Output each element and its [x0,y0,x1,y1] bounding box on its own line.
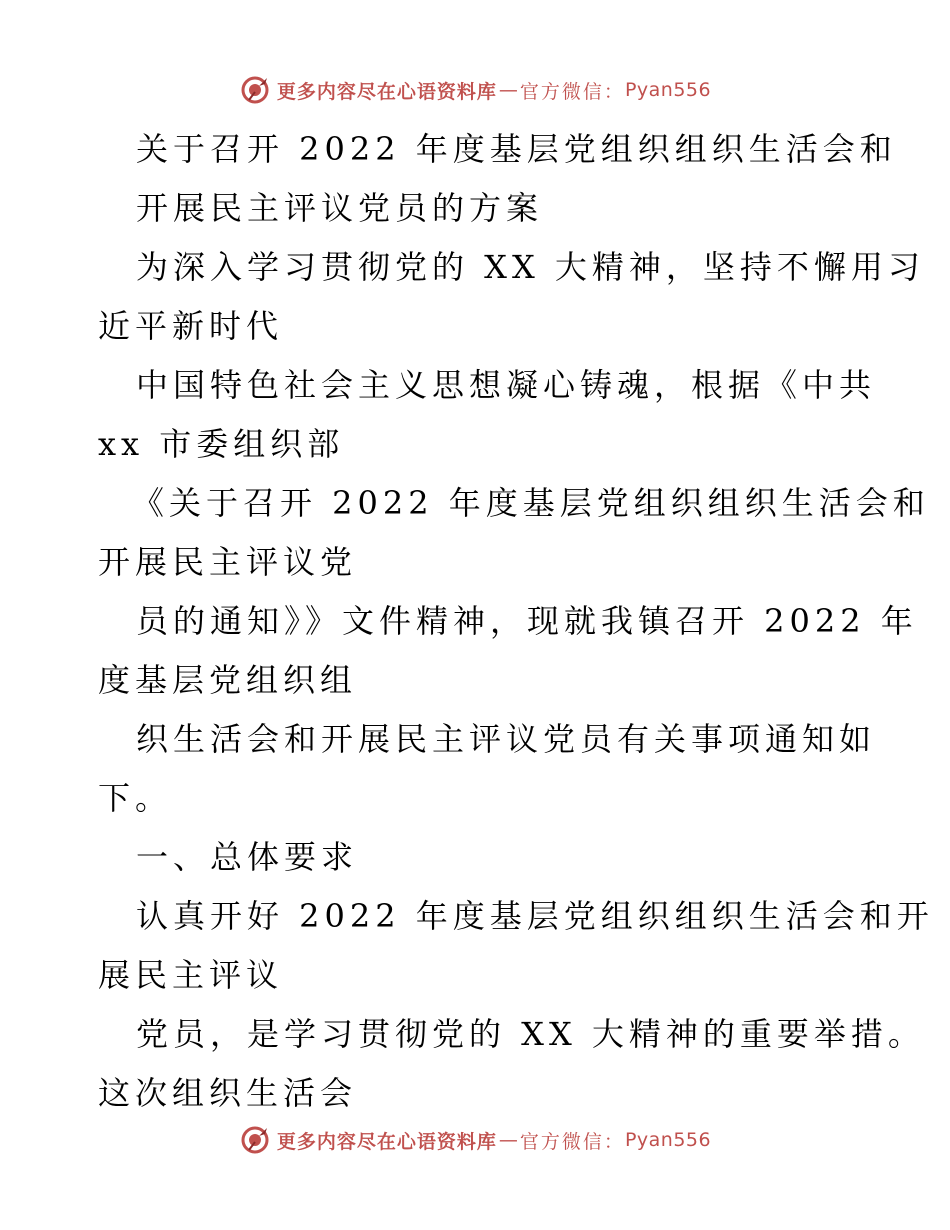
paragraph-line: 展民主评议 [98,956,284,994]
title-line-2: 开展民主评议党员的方案 [136,189,544,227]
paragraph-line: 《关于召开 2022 年度基层党组织组织生活会和 [132,484,930,522]
title-line-1: 关于召开 2022 年度基层党组织组织生活会和 [136,130,897,168]
section-heading: 一、总体要求 [136,838,359,876]
paragraph-line: 中国特色社会主义思想凝心铸魂，根据《中共 [136,366,877,404]
footer-brand-text: 更多内容尽在心语资料库 [276,1130,497,1153]
header-wechat-account: Pyan556 [624,79,712,101]
footer-wechat-account: Pyan556 [624,1129,712,1151]
paragraph-line: 党员，是学习贯彻党的 XX 大精神的重要举措。 [136,1015,925,1053]
footer-wechat-label: 官方微信： [519,1130,625,1153]
footer-dash: — [498,1129,518,1151]
paragraph-line: 开展民主评议党 [98,543,358,581]
paragraph-line: 员的通知》》文件精神，现就我镇召开 2022 年 [136,602,918,640]
header-dash: — [498,79,518,101]
paragraph-line: 为深入学习贯彻党的 XX 大精神，坚持不懈用习 [136,248,925,286]
header-banner [0,70,950,110]
header-brand-text: 更多内容尽在心语资料库 [276,80,497,103]
feather-seal-logo-icon [239,1124,271,1156]
footer-banner [0,1120,950,1160]
paragraph-line: 认真开好 2022 年度基层党组织组织生活会和开 [136,897,934,935]
paragraph-line: 织生活会和开展民主评议党员有关事项通知如 [136,720,877,758]
header-wechat-label: 官方微信： [519,80,625,103]
paragraph-line: 这次组织生活会 [98,1074,358,1112]
feather-seal-logo-icon [239,74,271,106]
paragraph-line: 度基层党组织组 [98,661,358,699]
document-body [98,120,934,1123]
paragraph-line: xx 市委组织部 [98,425,345,463]
paragraph-line: 近平新时代 [98,307,284,345]
paragraph-line: 下。 [98,779,173,817]
